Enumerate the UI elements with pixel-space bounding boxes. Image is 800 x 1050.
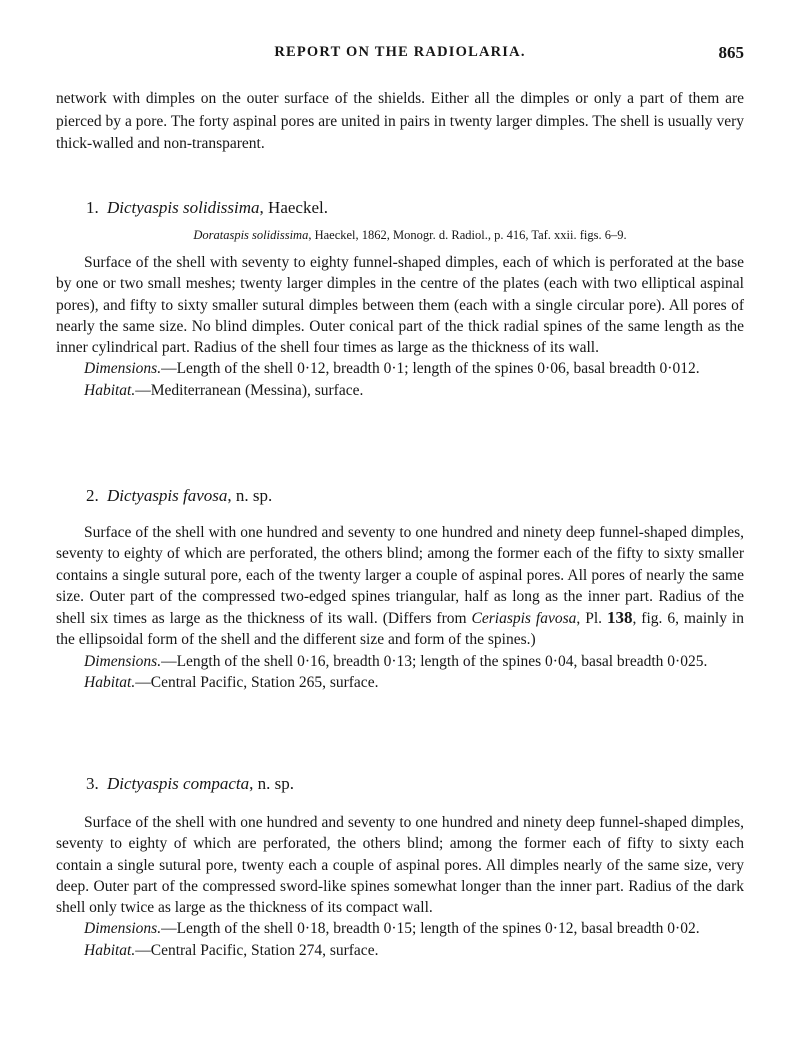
habitat-text: —Central Pacific, Station 274, surface.	[135, 941, 379, 959]
species-habitat	[56, 940, 744, 961]
dimensions-label: Dimensions.	[84, 920, 162, 938]
description-text: Surface of the shell with one hundred and seventy to one hundred and ninety deep funnel-shaped dimples, seventy to eighty of which are perforated, the others blind; among the former each of the fifty to sixty smaller contains a single sutural pore, each of the twenty larger a couple of aspinal pores. All pores of nearly the same size. Outer part of the compressed two-edged spines triangular, half as long as the inner part. Radius of the shell six times as large as the thickness of its wall. (Differs from	[56, 524, 744, 628]
species-description: Surface of the shell with one hundred and seventy to one hundred and ninety deep funnel-shaped dimples, seventy to eighty of which are perforated, the others blind; among the former each of fifty to sixty each contain a single sutural pore, twenty each a couple of aspinal pores. All dimples nearly of the same size, very deep. Outer part of the compressed sword-like spines somewhat longer than the inner part. Radius of the dark shell only twice as large as the thickness of its compact wall.	[56, 814, 744, 917]
habitat-text: —Central Pacific, Station 265, surface.	[135, 674, 379, 692]
page-header	[56, 44, 744, 68]
species-number: 2.	[86, 486, 99, 505]
species-heading	[86, 484, 744, 508]
description-reference-plate-prefix: , Pl.	[576, 610, 607, 628]
species-habitat	[56, 380, 744, 401]
intro-text: network with dimples on the outer surface of the shields. Either all the dimples or only a part of them are pierced by a pore. The forty aspinal pores are united in pairs in twenty larger dimples. The shell is usually very thick-walled and non-transparent.	[56, 90, 744, 152]
habitat-label: Habitat.	[84, 941, 136, 959]
species-dimensions	[56, 358, 744, 379]
species-author: , n. sp.	[227, 486, 273, 505]
dimensions-text: —Length of the shell 0·12, breadth 0·1; length of the spines 0·06, basal breadth 0·012.	[161, 360, 700, 378]
species-name: Dictyaspis compacta	[107, 774, 250, 793]
synonymy-name: Dorataspis solidissima	[193, 228, 309, 242]
synonymy-reference: , Haeckel, 1862, Monogr. d. Radiol., p. 416, Taf. xxii. figs. 6–9.	[308, 228, 627, 242]
species-description: Surface of the shell with seventy to eighty funnel-shaped dimples, each of which is perforated at the base by one or two small meshes; twenty larger dimples in the centre of the plates (each with two elliptical aspinal pores), and fifty to sixty smaller sutural dimples between them (each with a single circular pore). All pores of nearly the same size. No blind dimples. Outer conical part of the thick radial spines of the same length as the inner cylindrical part. Radius of the shell four times as large as the thickness of its wall.	[56, 254, 744, 357]
species-dimensions	[56, 651, 744, 672]
species-entry-3	[56, 772, 744, 961]
species-author: , n. sp.	[249, 774, 294, 793]
species-name: Dictyaspis favosa	[107, 486, 228, 505]
synonymy	[56, 226, 744, 244]
species-author: , Haeckel.	[259, 198, 328, 217]
habitat-text: —Mediterranean (Messina), surface.	[135, 381, 364, 399]
species-heading	[86, 772, 744, 796]
habitat-label: Habitat.	[84, 381, 136, 399]
running-title: REPORT ON THE RADIOLARIA.	[274, 44, 526, 60]
dimensions-label: Dimensions.	[84, 652, 162, 670]
species-description	[56, 522, 744, 651]
dimensions-label: Dimensions.	[84, 360, 162, 378]
dimensions-text: —Length of the shell 0·18, breadth 0·15; length of the spines 0·12, basal breadth 0·02.	[161, 920, 700, 938]
species-entry-1	[56, 196, 744, 401]
species-habitat	[56, 672, 744, 693]
description-text-end: , fig. 6, mainly in the ellipsoidal form of the shell and the different size and form of the spines.)	[56, 610, 744, 649]
species-number: 1.	[86, 198, 99, 217]
species-heading	[86, 196, 744, 220]
species-name: Dictyaspis solidissima	[107, 198, 260, 217]
species-number: 3.	[86, 774, 99, 793]
habitat-label: Habitat.	[84, 674, 136, 692]
page-number: 865	[718, 43, 744, 62]
species-entry-2	[56, 484, 744, 693]
description-reference-plate: 138	[606, 608, 633, 628]
species-dimensions	[56, 918, 744, 939]
intro-paragraph	[56, 88, 744, 156]
description-reference-name: Ceriaspis favosa	[471, 610, 577, 628]
dimensions-text: —Length of the shell 0·16, breadth 0·13; length of the spines 0·04, basal breadth 0·025.	[161, 652, 708, 670]
